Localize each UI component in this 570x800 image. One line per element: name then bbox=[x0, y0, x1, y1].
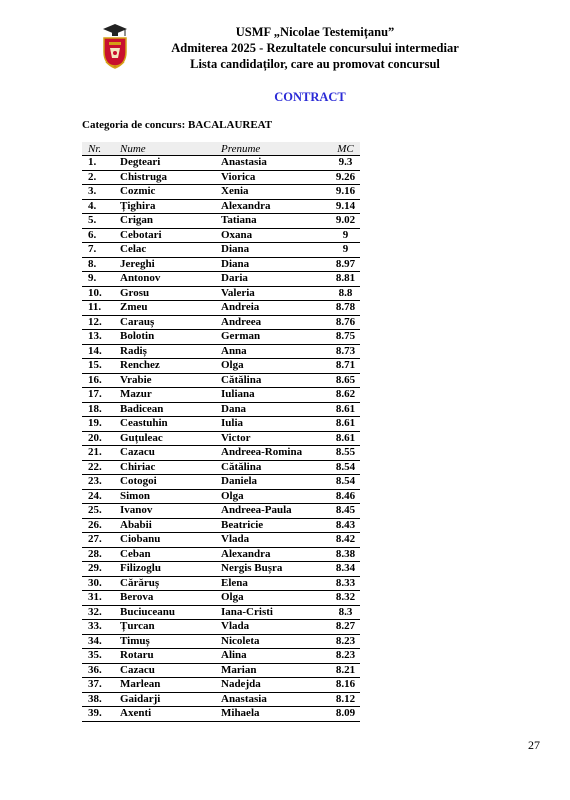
cell-mc: 8.23 bbox=[331, 649, 360, 664]
list-subtitle: Lista candidaților, care au promovat concursul bbox=[190, 57, 440, 71]
cell-prenume: Anna bbox=[215, 344, 331, 359]
cell-mc: 8.75 bbox=[331, 330, 360, 345]
cell-nr: 16. bbox=[82, 373, 114, 388]
table-row bbox=[82, 199, 360, 214]
cell-mc: 9.02 bbox=[331, 214, 360, 229]
table-row bbox=[82, 286, 360, 301]
cell-prenume: Mihaela bbox=[215, 707, 331, 722]
cell-mc: 8.12 bbox=[331, 692, 360, 707]
cell-nr: 1. bbox=[82, 156, 114, 171]
cell-nume: Chistruga bbox=[114, 170, 215, 185]
contest-category: Categoria de concurs: BACALAUREAT bbox=[82, 119, 273, 131]
cell-nr: 12. bbox=[82, 315, 114, 330]
document-header bbox=[150, 24, 480, 72]
cell-nr: 39. bbox=[82, 707, 114, 722]
table-row bbox=[82, 576, 360, 591]
table-row bbox=[82, 243, 360, 258]
cell-nr: 34. bbox=[82, 634, 114, 649]
cell-prenume: Olga bbox=[215, 359, 331, 374]
table-row bbox=[82, 315, 360, 330]
cell-prenume: Nergis Bușra bbox=[215, 562, 331, 577]
cell-nr: 6. bbox=[82, 228, 114, 243]
column-header-nume: Nume bbox=[114, 142, 215, 156]
cell-mc: 8.62 bbox=[331, 388, 360, 403]
cell-nume: Renchez bbox=[114, 359, 215, 374]
cell-nume: Axenti bbox=[114, 707, 215, 722]
cell-mc: 8.16 bbox=[331, 678, 360, 693]
cell-nume: Bolotin bbox=[114, 330, 215, 345]
table-row bbox=[82, 678, 360, 693]
column-header-prenume: Prenume bbox=[215, 142, 331, 156]
cell-nr: 38. bbox=[82, 692, 114, 707]
cell-mc: 9 bbox=[331, 243, 360, 258]
table-row bbox=[82, 634, 360, 649]
cell-nr: 15. bbox=[82, 359, 114, 374]
cell-prenume: Iuliana bbox=[215, 388, 331, 403]
cell-prenume: Alexandra bbox=[215, 199, 331, 214]
cell-nr: 22. bbox=[82, 460, 114, 475]
cell-prenume: Valeria bbox=[215, 286, 331, 301]
table-row bbox=[82, 156, 360, 171]
table-row bbox=[82, 663, 360, 678]
table-row bbox=[82, 518, 360, 533]
cell-nume: Cozmic bbox=[114, 185, 215, 200]
cell-nume: Timuș bbox=[114, 634, 215, 649]
cell-nr: 9. bbox=[82, 272, 114, 287]
table-row bbox=[82, 707, 360, 722]
cell-nr: 21. bbox=[82, 446, 114, 461]
cell-mc: 9.14 bbox=[331, 199, 360, 214]
cell-mc: 8.81 bbox=[331, 272, 360, 287]
cell-prenume: Vlada bbox=[215, 533, 331, 548]
cell-prenume: Olga bbox=[215, 591, 331, 606]
cell-nr: 33. bbox=[82, 620, 114, 635]
cell-nume: Țurcan bbox=[114, 620, 215, 635]
page-number: 27 bbox=[528, 738, 540, 752]
institution-name: USMF „Nicolae Testemițanu” bbox=[235, 25, 395, 39]
cell-nr: 27. bbox=[82, 533, 114, 548]
cell-prenume: German bbox=[215, 330, 331, 345]
cell-prenume: Diana bbox=[215, 257, 331, 272]
table-row bbox=[82, 431, 360, 446]
table-row bbox=[82, 272, 360, 287]
cell-nume: Chiriac bbox=[114, 460, 215, 475]
cell-prenume: Oxana bbox=[215, 228, 331, 243]
cell-mc: 8.42 bbox=[331, 533, 360, 548]
cell-nr: 18. bbox=[82, 402, 114, 417]
cell-nume: Rotaru bbox=[114, 649, 215, 664]
cell-nr: 2. bbox=[82, 170, 114, 185]
cell-prenume: Diana bbox=[215, 243, 331, 258]
cell-prenume: Alexandra bbox=[215, 547, 331, 562]
table-row bbox=[82, 692, 360, 707]
cell-nr: 3. bbox=[82, 185, 114, 200]
cell-mc: 8.54 bbox=[331, 460, 360, 475]
table-row bbox=[82, 301, 360, 316]
cell-mc: 8.32 bbox=[331, 591, 360, 606]
cell-mc: 8.3 bbox=[331, 605, 360, 620]
cell-prenume: Daniela bbox=[215, 475, 331, 490]
cell-prenume: Andreia bbox=[215, 301, 331, 316]
table-row bbox=[82, 185, 360, 200]
cell-prenume: Viorica bbox=[215, 170, 331, 185]
results-table bbox=[82, 142, 360, 722]
table-row bbox=[82, 475, 360, 490]
cell-prenume: Cătălina bbox=[215, 460, 331, 475]
cell-nr: 10. bbox=[82, 286, 114, 301]
cell-nume: Cazacu bbox=[114, 663, 215, 678]
cell-mc: 9 bbox=[331, 228, 360, 243]
cell-mc: 8.61 bbox=[331, 402, 360, 417]
cell-nr: 36. bbox=[82, 663, 114, 678]
cell-nume: Buciuceanu bbox=[114, 605, 215, 620]
cell-prenume: Nadejda bbox=[215, 678, 331, 693]
cell-prenume: Andreea-Paula bbox=[215, 504, 331, 519]
cell-mc: 8.43 bbox=[331, 518, 360, 533]
table-row bbox=[82, 562, 360, 577]
table-body bbox=[82, 156, 360, 722]
section-title: CONTRACT bbox=[274, 90, 346, 104]
cell-mc: 8.09 bbox=[331, 707, 360, 722]
table-row bbox=[82, 620, 360, 635]
cell-nume: Badicean bbox=[114, 402, 215, 417]
university-crest-icon bbox=[100, 22, 130, 70]
table-row bbox=[82, 257, 360, 272]
table-row bbox=[82, 417, 360, 432]
cell-prenume: Marian bbox=[215, 663, 331, 678]
cell-prenume: Iana-Cristi bbox=[215, 605, 331, 620]
cell-mc: 8.71 bbox=[331, 359, 360, 374]
table-row bbox=[82, 214, 360, 229]
table-header-row bbox=[82, 142, 360, 156]
cell-prenume: Daria bbox=[215, 272, 331, 287]
cell-nume: Marlean bbox=[114, 678, 215, 693]
cell-nume: Guțuleac bbox=[114, 431, 215, 446]
cell-prenume: Nicoleta bbox=[215, 634, 331, 649]
cell-mc: 8.21 bbox=[331, 663, 360, 678]
cell-prenume: Andreea-Romina bbox=[215, 446, 331, 461]
cell-nume: Cotogoi bbox=[114, 475, 215, 490]
cell-mc: 8.23 bbox=[331, 634, 360, 649]
cell-mc: 8.45 bbox=[331, 504, 360, 519]
cell-nr: 5. bbox=[82, 214, 114, 229]
cell-prenume: Anastasia bbox=[215, 692, 331, 707]
cell-mc: 8.61 bbox=[331, 431, 360, 446]
cell-nr: 4. bbox=[82, 199, 114, 214]
cell-mc: 8.78 bbox=[331, 301, 360, 316]
table-row bbox=[82, 402, 360, 417]
table-row bbox=[82, 605, 360, 620]
table-row bbox=[82, 330, 360, 345]
cell-nume: Filizoglu bbox=[114, 562, 215, 577]
cell-nr: 25. bbox=[82, 504, 114, 519]
cell-prenume: Victor bbox=[215, 431, 331, 446]
table-row bbox=[82, 344, 360, 359]
cell-mc: 9.16 bbox=[331, 185, 360, 200]
cell-mc: 8.73 bbox=[331, 344, 360, 359]
cell-nume: Mazur bbox=[114, 388, 215, 403]
cell-nr: 37. bbox=[82, 678, 114, 693]
cell-nume: Zmeu bbox=[114, 301, 215, 316]
table-row bbox=[82, 591, 360, 606]
cell-mc: 8.33 bbox=[331, 576, 360, 591]
cell-nume: Ceastuhin bbox=[114, 417, 215, 432]
cell-nume: Grosu bbox=[114, 286, 215, 301]
cell-prenume: Anastasia bbox=[215, 156, 331, 171]
table-row bbox=[82, 460, 360, 475]
table-row bbox=[82, 228, 360, 243]
cell-nr: 19. bbox=[82, 417, 114, 432]
cell-nr: 8. bbox=[82, 257, 114, 272]
cell-nr: 31. bbox=[82, 591, 114, 606]
cell-nume: Carauș bbox=[114, 315, 215, 330]
cell-prenume: Beatricie bbox=[215, 518, 331, 533]
cell-mc: 9.3 bbox=[331, 156, 360, 171]
cell-mc: 8.27 bbox=[331, 620, 360, 635]
table-row bbox=[82, 504, 360, 519]
cell-nr: 17. bbox=[82, 388, 114, 403]
cell-mc: 8.34 bbox=[331, 562, 360, 577]
cell-nume: Ceban bbox=[114, 547, 215, 562]
cell-nr: 32. bbox=[82, 605, 114, 620]
table-row bbox=[82, 359, 360, 374]
table-row bbox=[82, 533, 360, 548]
cell-nume: Berova bbox=[114, 591, 215, 606]
cell-nume: Vrabie bbox=[114, 373, 215, 388]
cell-nume: Celac bbox=[114, 243, 215, 258]
cell-nr: 11. bbox=[82, 301, 114, 316]
cell-prenume: Andreea bbox=[215, 315, 331, 330]
cell-prenume: Vlada bbox=[215, 620, 331, 635]
table-row bbox=[82, 446, 360, 461]
cell-nume: Cebotari bbox=[114, 228, 215, 243]
cell-mc: 8.46 bbox=[331, 489, 360, 504]
cell-mc: 8.54 bbox=[331, 475, 360, 490]
cell-mc: 8.61 bbox=[331, 417, 360, 432]
cell-nr: 7. bbox=[82, 243, 114, 258]
cell-prenume: Cătălina bbox=[215, 373, 331, 388]
cell-nume: Jereghi bbox=[114, 257, 215, 272]
cell-prenume: Alina bbox=[215, 649, 331, 664]
cell-nr: 30. bbox=[82, 576, 114, 591]
cell-prenume: Olga bbox=[215, 489, 331, 504]
cell-nr: 35. bbox=[82, 649, 114, 664]
cell-prenume: Dana bbox=[215, 402, 331, 417]
column-header-nr: Nr. bbox=[82, 142, 114, 156]
cell-nume: Țighira bbox=[114, 199, 215, 214]
cell-nr: 14. bbox=[82, 344, 114, 359]
cell-nume: Antonov bbox=[114, 272, 215, 287]
column-header-mc: MC bbox=[331, 142, 360, 156]
cell-prenume: Iulia bbox=[215, 417, 331, 432]
cell-nr: 13. bbox=[82, 330, 114, 345]
cell-mc: 8.97 bbox=[331, 257, 360, 272]
cell-nr: 29. bbox=[82, 562, 114, 577]
table-row bbox=[82, 649, 360, 664]
cell-mc: 8.76 bbox=[331, 315, 360, 330]
table-row bbox=[82, 388, 360, 403]
cell-nume: Ivanov bbox=[114, 504, 215, 519]
cell-nume: Gaidarji bbox=[114, 692, 215, 707]
table-row bbox=[82, 489, 360, 504]
cell-nr: 24. bbox=[82, 489, 114, 504]
cell-mc: 8.65 bbox=[331, 373, 360, 388]
cell-prenume: Elena bbox=[215, 576, 331, 591]
cell-nume: Ciobanu bbox=[114, 533, 215, 548]
cell-nr: 23. bbox=[82, 475, 114, 490]
cell-nume: Cărăruș bbox=[114, 576, 215, 591]
admission-title: Admiterea 2025 - Rezultatele concursului intermediar bbox=[171, 41, 459, 55]
table-row bbox=[82, 170, 360, 185]
cell-nume: Ababii bbox=[114, 518, 215, 533]
cell-mc: 9.26 bbox=[331, 170, 360, 185]
cell-nume: Crigan bbox=[114, 214, 215, 229]
cell-mc: 8.8 bbox=[331, 286, 360, 301]
cell-nr: 28. bbox=[82, 547, 114, 562]
cell-nume: Radiș bbox=[114, 344, 215, 359]
cell-nume: Degteari bbox=[114, 156, 215, 171]
cell-nume: Cazacu bbox=[114, 446, 215, 461]
cell-nr: 26. bbox=[82, 518, 114, 533]
cell-mc: 8.38 bbox=[331, 547, 360, 562]
cell-prenume: Xenia bbox=[215, 185, 331, 200]
table-row bbox=[82, 547, 360, 562]
cell-nume: Simon bbox=[114, 489, 215, 504]
cell-prenume: Tatiana bbox=[215, 214, 331, 229]
cell-nr: 20. bbox=[82, 431, 114, 446]
cell-mc: 8.55 bbox=[331, 446, 360, 461]
table-row bbox=[82, 373, 360, 388]
